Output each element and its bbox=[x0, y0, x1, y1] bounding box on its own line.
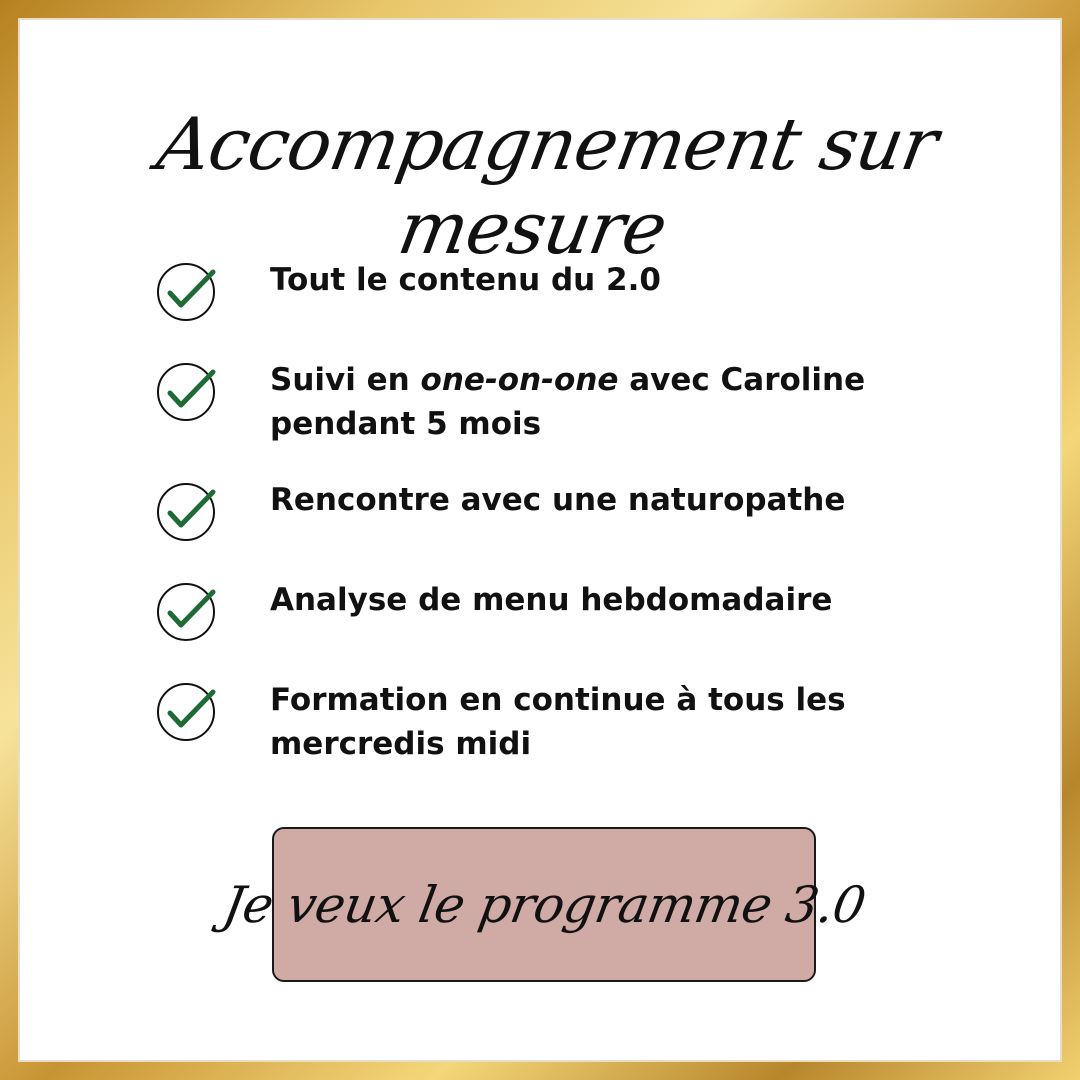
check-circle-icon bbox=[156, 672, 252, 746]
list-item-label bbox=[270, 672, 890, 766]
content-card bbox=[18, 18, 1062, 1062]
check-circle-icon bbox=[156, 572, 252, 646]
list-item bbox=[156, 252, 916, 326]
check-circle-icon bbox=[156, 252, 252, 326]
list-item-text: Analyse de menu hebdomadaire bbox=[270, 582, 833, 618]
list-item-text: Formation en continue à tous les mercredis midi bbox=[270, 682, 846, 762]
list-item-text: avec Caroline pendant 5 mois bbox=[270, 362, 866, 442]
list-item-label bbox=[270, 472, 845, 522]
page-title: Accompagnement sur mesure bbox=[151, 102, 944, 270]
program-cta-button[interactable] bbox=[218, 827, 870, 982]
feature-list bbox=[156, 252, 916, 766]
program-cta-label: Je veux le programme 3.0 bbox=[218, 875, 870, 934]
list-item-label bbox=[270, 252, 661, 302]
list-item-text: Tout le contenu du 2.0 bbox=[270, 262, 661, 298]
list-item bbox=[156, 472, 916, 546]
check-circle-icon bbox=[156, 352, 252, 426]
list-item-text: Suivi en bbox=[270, 362, 421, 398]
list-item bbox=[156, 672, 916, 766]
list-item-label bbox=[270, 572, 832, 622]
check-circle-icon bbox=[156, 472, 252, 546]
list-item bbox=[156, 572, 916, 646]
list-item-emphasis: one-on-one bbox=[420, 362, 619, 398]
list-item-text: Rencontre avec une naturopathe bbox=[270, 482, 846, 518]
list-item bbox=[156, 352, 916, 446]
list-item-label bbox=[270, 352, 890, 446]
